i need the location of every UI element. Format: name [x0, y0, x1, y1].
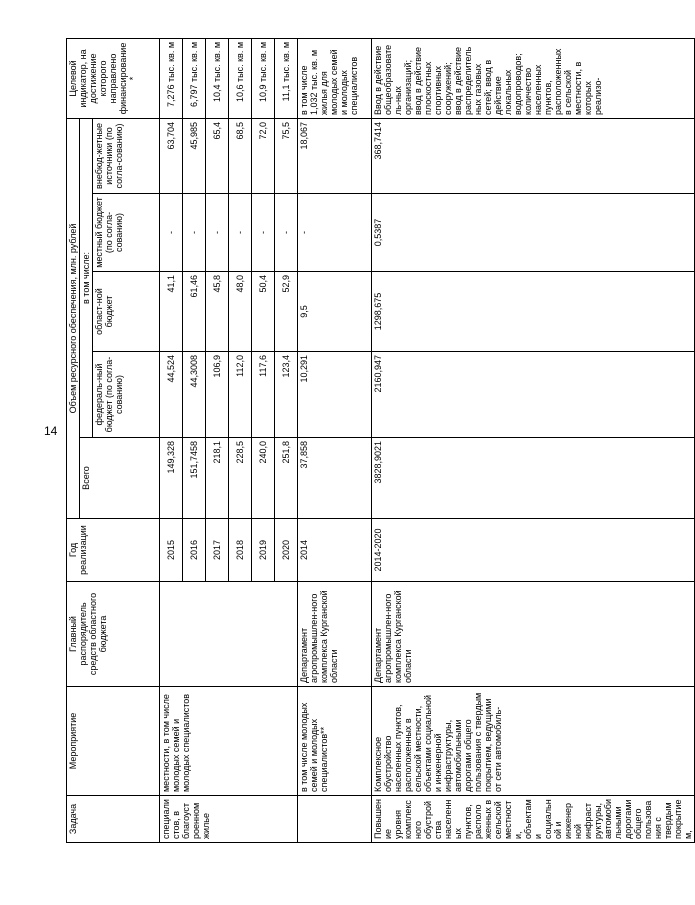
table-cell: 10,6 тыс. кв. м: [229, 38, 252, 118]
table-cell: 123,4: [275, 352, 298, 438]
table-cell: 45,8: [206, 272, 229, 352]
page-number: 14: [44, 424, 58, 438]
block2-measure: в том числе молодых семей и молодых специалистов**: [298, 687, 372, 796]
block2-federal: 10,291: [298, 352, 372, 438]
table-cell: 68,5: [229, 118, 252, 193]
table-cell: 65,4: [206, 118, 229, 193]
table-cell: 63,704: [160, 118, 183, 193]
table-cell: 41,1: [160, 272, 183, 352]
block2-extra: 18,067: [298, 118, 372, 193]
table-cell: 75,5: [275, 118, 298, 193]
block3-year: 2014-2020: [372, 519, 695, 582]
block2-total: 37,858: [298, 438, 372, 519]
table-cell: 251,8: [275, 438, 298, 519]
table-cell: -: [229, 194, 252, 272]
header-regional: област-ной бюджет: [93, 272, 160, 352]
header-measure: Мероприятие: [67, 687, 160, 796]
table-cell: 2016: [183, 519, 206, 582]
header-local: местный бюджет (по согла-сованию): [93, 194, 160, 272]
table-cell: 44,3008: [183, 352, 206, 438]
block1-task: специалистов, в благоустроенном жилье: [160, 796, 298, 843]
table-cell: 61,46: [183, 272, 206, 352]
table-cell: 106,9: [206, 352, 229, 438]
table-cell: 2020: [275, 519, 298, 582]
table-cell: 72,0: [252, 118, 275, 193]
block1-manager: [160, 582, 298, 687]
table-cell: 240,0: [252, 438, 275, 519]
table-cell: 149,328: [160, 438, 183, 519]
block2-manager: Департамент агропромышлен-ного комплекса Курганской области: [298, 582, 372, 687]
block2-year: 2014: [298, 519, 372, 582]
header-extrabudget: внебюд-жетные источники (по согла-сованию): [93, 118, 160, 193]
header-manager: Главный распорядитель средств областного бюджета: [67, 582, 160, 687]
table-cell: -: [160, 194, 183, 272]
block3-manager: Департамент агропромышлен-ного комплекса Курганской области: [372, 582, 695, 687]
table-cell: -: [183, 194, 206, 272]
table-cell: 10,4 тыс. кв. м: [206, 38, 229, 118]
table-cell: -: [275, 194, 298, 272]
header-total: Всего: [80, 438, 160, 519]
table-cell: 48,0: [229, 272, 252, 352]
header-year: Год реализации: [67, 519, 160, 582]
table-cell: 45,985: [183, 118, 206, 193]
table-cell: 44,524: [160, 352, 183, 438]
block3-measure: Комплексное обустройство населенных пунктов, расположенных в сельской местности, объектами социальной и инженерной инфраструктуры, автомобильными дорогами общего пользования с твердым покрытием, ведущими от сети автомобиль-: [372, 687, 695, 796]
table-cell: 2015: [160, 519, 183, 582]
table-cell: 2018: [229, 519, 252, 582]
block2-regional: 9,5: [298, 272, 372, 352]
table-cell: 228,5: [229, 438, 252, 519]
table-cell: 10,9 тыс. кв. м: [252, 38, 275, 118]
table-cell: 2019: [252, 519, 275, 582]
table-cell: -: [252, 194, 275, 272]
rotated-table-wrapper: [66, 39, 693, 843]
header-volume: Объем ресурсного обеспечения, млн. рублей: [67, 118, 80, 518]
table-cell: 151,7458: [183, 438, 206, 519]
table-cell: 117,6: [252, 352, 275, 438]
block1-measure: местности, в том числе молодых семей и молодых специалистов: [160, 687, 298, 796]
header-target: Целевой индикатор, на достижение которого направлено финансирование*: [67, 38, 160, 118]
block2-target: в том числе 1,032 тыс. кв. м жилья для молодых семей и молодых специалистов: [298, 38, 372, 118]
block3-target: Ввод в действие общеобразователь-ных организаций; ввод в действие плоскостных спортивных сооружений; ввод в действие распределительных газовых сетей; ввод в действие локальных водопроводов; количество населенных пунктов, расположенных в сельской местности, в которых реализо-: [372, 38, 695, 118]
block3-task: Повышение уровня комплексного обустройства населенных пунктов, расположенных в сельской местности, объектами социальной и инженерной инфраструктуры, автомобильными дорогами общего пользования с твердым покрытием,: [372, 796, 695, 843]
table-cell: -: [206, 194, 229, 272]
header-task: Задача: [67, 796, 160, 843]
block3-local: 0,5387: [372, 194, 695, 272]
block2-task: [298, 796, 372, 843]
header-in-that: в том числе:: [80, 118, 93, 437]
block3-regional: 1298,675: [372, 272, 695, 352]
table-cell: 11,1 тыс. кв. м: [275, 38, 298, 118]
block2-local: -: [298, 194, 372, 272]
table-cell: 218,1: [206, 438, 229, 519]
resource-table: [66, 38, 695, 843]
block3-total: 3828,9021: [372, 438, 695, 519]
block3-extra: 368,7414: [372, 118, 695, 193]
table-cell: 50,4: [252, 272, 275, 352]
table-cell: 112,0: [229, 352, 252, 438]
table-cell: 6,797 тыс. кв. м: [183, 38, 206, 118]
table-cell: 52,9: [275, 272, 298, 352]
table-cell: 7,276 тыс. кв. м: [160, 38, 183, 118]
header-federal: федераль-ный бюджет (по согла-сованию): [93, 352, 160, 438]
table-cell: 2017: [206, 519, 229, 582]
block3-federal: 2160,947: [372, 352, 695, 438]
